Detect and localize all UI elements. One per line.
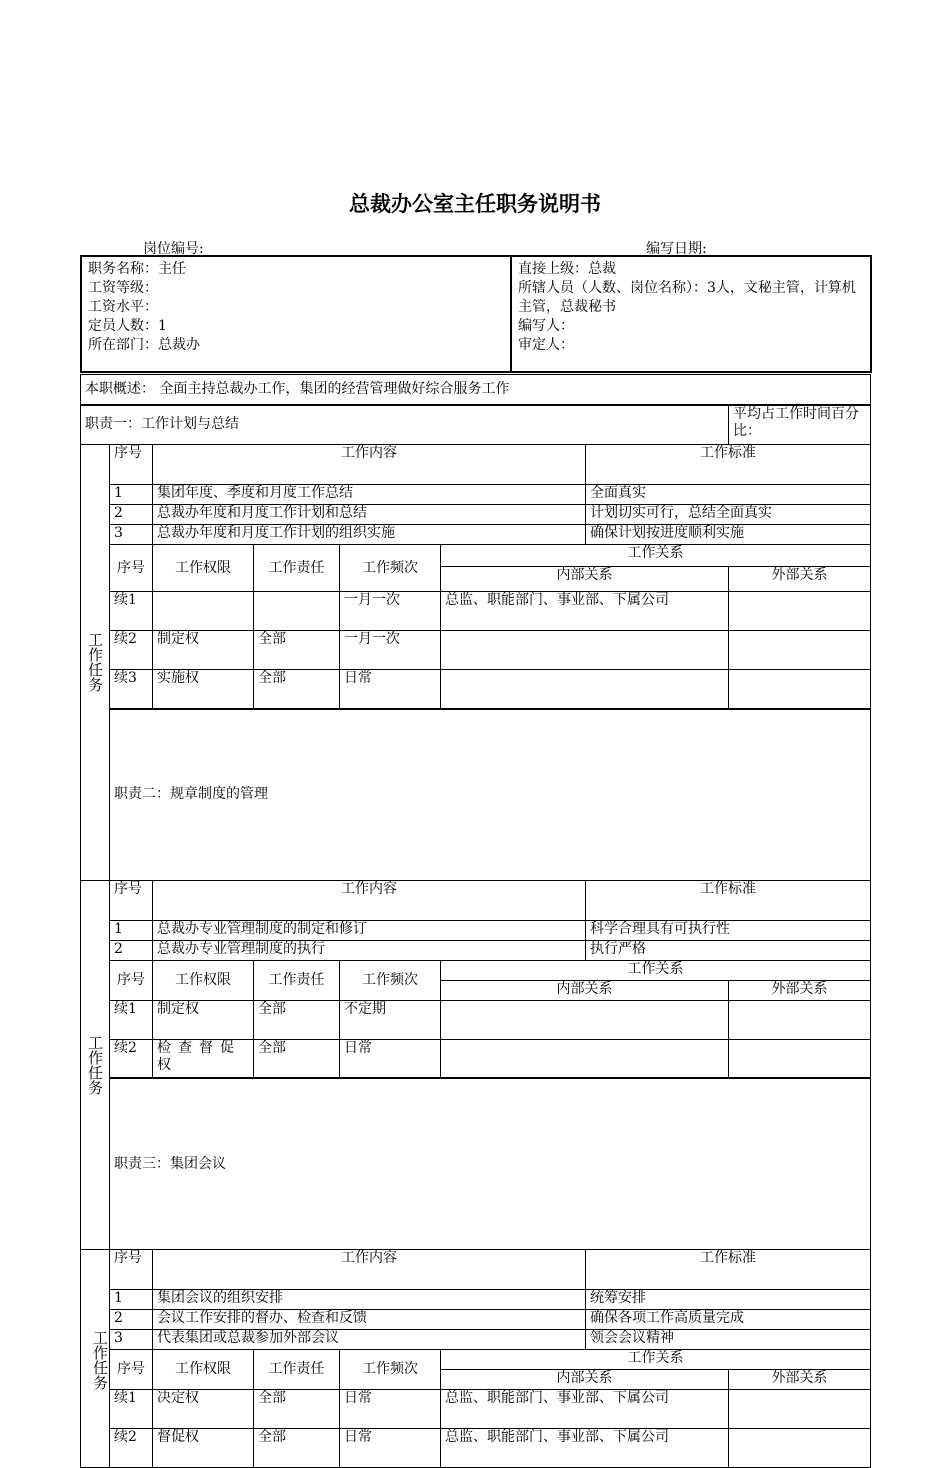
header-right-cell [511,256,871,372]
row-external [729,631,871,670]
seq-header: 序号 [110,880,153,920]
task-standard: 确保各项工作高质量完成 [586,1310,871,1330]
task-no: 2 [110,1310,153,1330]
task-no: 2 [110,940,153,960]
row-internal: 总监、职能部门、事业部、下属公司 [441,592,729,631]
row-external [729,670,871,709]
task-content: 会议工作安排的督办、检查和反馈 [153,1310,586,1330]
standard-header: 工作标准 [586,1250,871,1290]
task-content: 总裁办年度和月度工作计划的组织实施 [153,525,586,545]
row-auth: 制定权 [153,1000,254,1039]
content-header: 工作内容 [153,880,586,920]
task-content: 集团年度、季度和月度工作总结 [153,485,586,505]
task-standard: 全面真实 [586,485,871,505]
salary-level: 工资水平： [88,299,158,315]
row-resp: 全部 [254,1039,340,1078]
external-header: 外部关系 [729,567,871,592]
task-content: 总裁办专业管理制度的执行 [153,940,586,960]
task-content: 总裁办年度和月度工作计划和总结 [153,505,586,525]
external-header: 外部关系 [729,980,871,1000]
task-standard: 统筹安排 [586,1290,871,1310]
resp-header: 工作责任 [254,1350,340,1390]
row-resp: 全部 [254,1390,340,1429]
headcount: 定员人数：1 [88,318,167,334]
row-freq: 不定期 [340,1000,441,1039]
seq-header: 序号 [110,545,153,592]
author: 编写人： [518,318,574,334]
subordinates: 所辖人员（人数、岗位名称）：3人，文秘主管，计算机主管，总裁秘书 [518,280,856,315]
row-external [729,592,871,631]
internal-header: 内部关系 [441,980,729,1000]
relation-header: 工作关系 [441,1350,871,1370]
row-resp: 全部 [254,1000,340,1039]
header-left-cell [81,256,511,372]
duty-2-side-label: 工作任务 [81,880,110,1250]
post-number-label: 岗位编号: [143,241,204,257]
content-header: 工作内容 [153,445,586,485]
task-content: 集团会议的组织安排 [153,1290,586,1310]
duty-1-pct: 平均占工作时间百分比： [729,405,871,445]
content-header: 工作内容 [153,1250,586,1290]
resp-header: 工作责任 [254,545,340,592]
salary-grade: 工资等级： [88,280,158,296]
row-auth: 督促权 [153,1429,254,1468]
task-standard: 领会会议精神 [586,1330,871,1350]
row-freq: 一月一次 [340,592,441,631]
row-freq: 一月一次 [340,631,441,670]
row-external [729,1429,871,1468]
row-no: 续2 [110,1039,153,1078]
row-auth: 制定权 [153,631,254,670]
internal-header: 内部关系 [441,1370,729,1390]
row-freq: 日常 [340,1429,441,1468]
auth-header: 工作权限 [153,545,254,592]
row-auth: 检查督促权 [153,1039,254,1078]
seq-header: 序号 [110,1350,153,1390]
job-summary: 本职概述： 全面主持总裁办工作，集团的经营管理做好综合服务工作 [81,375,871,405]
row-no: 续1 [110,592,153,631]
row-no: 续1 [110,1000,153,1039]
department: 所在部门：总裁办 [88,337,200,353]
task-content: 总裁办专业管理制度的制定和修订 [153,920,586,940]
row-internal [441,631,729,670]
duty-1-title: 职责一：工作计划与总结 [81,405,729,445]
freq-header: 工作频次 [340,545,441,592]
freq-header: 工作频次 [340,1350,441,1390]
row-resp: 全部 [254,631,340,670]
row-freq: 日常 [340,1390,441,1429]
row-external [729,1000,871,1039]
external-header: 外部关系 [729,1370,871,1390]
seq-header: 序号 [110,445,153,485]
row-internal: 总监、职能部门、事业部、下属公司 [441,1429,729,1468]
task-content: 代表集团或总裁参加外部会议 [153,1330,586,1350]
row-no: 续3 [110,670,153,709]
row-external [729,1390,871,1429]
duty-2-title: 职责二：规章制度的管理 [110,709,871,881]
row-no: 续2 [110,631,153,670]
job-description-document [80,255,870,1468]
relation-header: 工作关系 [441,545,871,567]
row-internal [441,1000,729,1039]
duty-1-side-label: 工作任务 [81,445,110,881]
duties-table [80,374,871,1468]
row-internal [441,670,729,709]
row-freq: 日常 [340,1039,441,1078]
task-standard: 科学合理具有可执行性 [586,920,871,940]
row-resp: 全部 [254,670,340,709]
direct-superior: 直接上级：总裁 [518,261,616,277]
task-no: 2 [110,505,153,525]
standard-header: 工作标准 [586,445,871,485]
standard-header: 工作标准 [586,880,871,920]
header-table [80,255,872,373]
task-no: 3 [110,525,153,545]
seq-header: 序号 [110,960,153,1000]
freq-header: 工作频次 [340,960,441,1000]
row-resp [254,592,340,631]
task-standard: 确保计划按进度顺利实施 [586,525,871,545]
row-auth: 实施权 [153,670,254,709]
row-no: 续2 [110,1429,153,1468]
resp-header: 工作责任 [254,960,340,1000]
row-external [729,1039,871,1078]
compile-date-label: 编写日期: [646,241,707,257]
seq-header: 序号 [110,1250,153,1290]
auth-header: 工作权限 [153,960,254,1000]
row-resp: 全部 [254,1429,340,1468]
auth-header: 工作权限 [153,1350,254,1390]
approver: 审定人： [518,337,574,353]
task-no: 1 [110,485,153,505]
duty-3-title: 职责三：集团会议 [110,1078,871,1250]
task-no: 3 [110,1330,153,1350]
task-no: 1 [110,920,153,940]
task-standard: 执行严格 [586,940,871,960]
relation-header: 工作关系 [441,960,871,980]
job-title: 职务名称：主任 [88,261,186,277]
row-freq: 日常 [340,670,441,709]
row-auth: 决定权 [153,1390,254,1429]
page-title: 总裁办公室主任职务说明书 [349,192,601,216]
task-standard: 计划切实可行，总结全面真实 [586,505,871,525]
row-internal: 总监、职能部门、事业部、下属公司 [441,1390,729,1429]
internal-header: 内部关系 [441,567,729,592]
row-internal [441,1039,729,1078]
duty-3-side-label: 工作任务 [81,1250,110,1468]
row-no: 续1 [110,1390,153,1429]
task-no: 1 [110,1290,153,1310]
row-auth [153,592,254,631]
